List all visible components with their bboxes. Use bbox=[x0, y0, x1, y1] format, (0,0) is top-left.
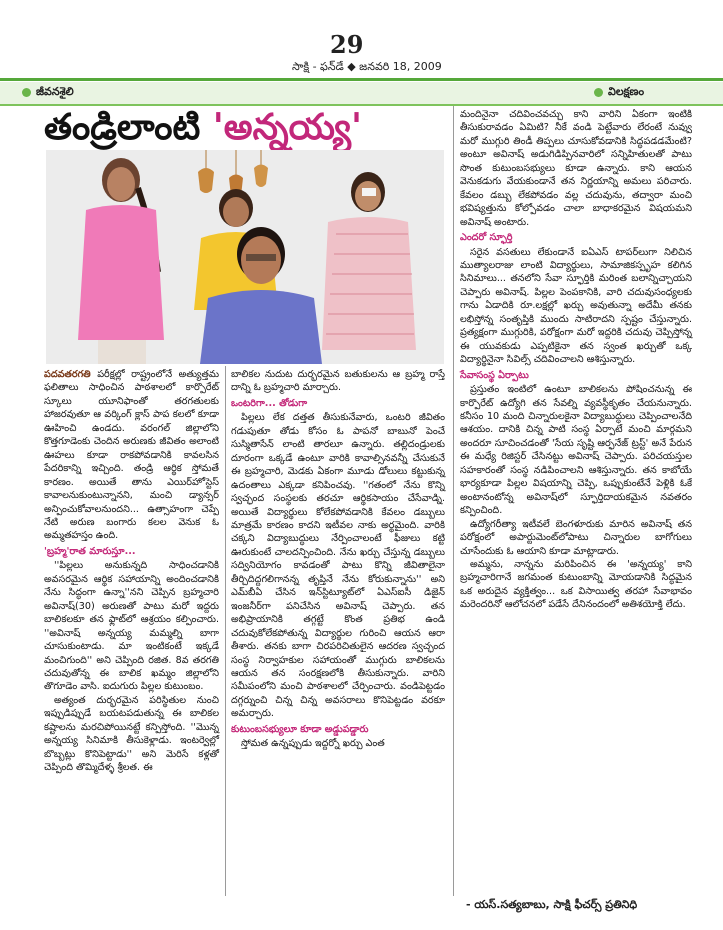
byline: - యస్.సత్యబాబు, సాక్షి ఫీచర్స్ ప్రతినిధి bbox=[466, 898, 638, 911]
article-photo bbox=[46, 150, 444, 364]
body-paragraph: బాలికల నుదుట దుర్భరమైన బతుకులను ఆ బ్రహ్మ రాస్తే దాన్ని ఓ బ్రహ్మచారి మార్చారు. bbox=[231, 369, 445, 394]
subhead: సేవాసంస్థ ఏర్పాటు bbox=[460, 369, 529, 381]
bullet-icon bbox=[22, 88, 31, 97]
bullet-icon bbox=[594, 88, 603, 97]
body-paragraph: స్తోమత ఉన్నప్పుడు ఇద్దర్నో ఖర్చు ఎంత bbox=[241, 738, 385, 750]
column-rule bbox=[225, 366, 226, 896]
body-paragraph: ఉద్యోగరీత్యా ఇటీవలే బెంగళూరుకు మారిన అవినాష్ తన పరోక్షంలో అపార్టుమెంట్‌లోపాటు చిన్నారుల బాగోగులు చూసేందుకు ఓ ఆయాని కూడా మాట్లాడారు. bbox=[460, 518, 692, 557]
section-left-label: జీవనశైలి bbox=[36, 85, 74, 98]
body-paragraph: ప్రస్తుతం ఇంటిలో ఉంటూ బాలికలను పోషించనున్న ఈ కార్పొరేట్ ఉద్యోగి తన సేవల్ని వ్యవస్థీకృతం చేయనున్నారు. కనీసం 10 మంది చిన్నారులకైనా విద్యాబుద్ధులు చెప్పించాలనేది ఆశయం. దానికి చిన్న పాటి సంస్థ ఏర్పాటే మంచి మార్గమని అందరూ సూచించడంతో 'సేయ సృష్టి ఆర్ఫనేజ్ ట్రస్ట్' అనే పేరున ఈ మధ్యే రిజిస్టర్ చేసినట్టు అవినాష్ చెప్పారు. పరిచయస్తుల సహకారంతో సంస్థ నడిపించాలని ఆశిస్తున్నారు. తన కాబోయే భార్యకూడా పిల్లల విషయాన్ని చెప్పి, ఒప్పుకుంటేనే పెళ్లికి ఓకే అంటానంటోన్న అవినాష్‌లో స్ఫూర్తిదాయకమైన నవతరం కన్పించింది. bbox=[460, 384, 692, 517]
subhead: కుటుంబసభ్యులూ కూడా అడ్డుపడ్డారు bbox=[231, 723, 369, 735]
lead-paragraph: పదవతరగతి పరీక్షల్లో రాష్ట్రంలోనే అత్యుత్తమ ఫలితాలు సాధించిన పాఠశాలలో కార్పొరేట్ స్కూలు యూనిఫాంతో తరగతులకు హాజరవుతూ ఆ వర్కింగ్ క్లాస్ పాప కలలో కూడా ఊహించి ఉండదు. వరంగల్ జిల్లాలోని కొత్తగూడెంకు చెందిన అరుణకు జీవితం అలాంటి ఊహలు కూడా రాకపోవడానికి కావలసిన పేదరికాన్ని ఇచ్చింది. తండ్రి ఆర్థిక స్తోమతే కారణం. అయితే తాను ఎయిర్‌హోస్టెస్ కావాలనుకుంటున్నానని, మంచి డ్యాన్సర్ అన్పించుకోవాలనుందని... ఉత్సాహంగా చెప్పే నేటి అరుణ బంగారు కలల వెనుక ఓ అమ్మతహస్తం ఉంది. bbox=[44, 369, 219, 542]
title-highlight: 'అన్నయ్య' bbox=[212, 106, 362, 148]
column-rule bbox=[453, 106, 454, 896]
article-column-3 bbox=[460, 108, 692, 612]
subhead: ఎందరో స్ఫూర్తి bbox=[460, 232, 513, 244]
section-band bbox=[0, 82, 723, 106]
subhead: ఒంటరిగా... తోడుగా bbox=[231, 397, 308, 409]
paper-info: సాక్షి - ఫన్‌డే ◆ జనవరి 18, 2009 bbox=[292, 60, 442, 73]
article-column-1 bbox=[44, 368, 219, 775]
photo-illustration bbox=[46, 150, 444, 364]
title-prefix: తండ్రిలాంటి bbox=[44, 106, 213, 148]
body-paragraph: మందినైనా చదివించవచ్చు కాని వారిని ఏకంగా ఇంటికి తీసుకురావడం ఏమిటి? నీకే వండి పెట్టేవారు లేరంటే నువ్వు మరో ముగ్గురి తిండీ తిప్పలు చూసుకోవడానికి సిద్ధపడడమేంటి? అంటూ అవినాష్ అడుగిడిప్పినవారిలో సన్నిహితులతో పాటు సొంత కుటుంబసభ్యులు కూడా ఉన్నారు. కాని ఆయన వెనుకడుగు వేయకుండానే తన నిర్ణయాన్ని అమలు పరిచారు. కేవలం డబ్బు లేకపోవడం వల్ల చదువును, తద్వారా మంచి భవిష్యత్తును కోల్పోవడం చాలా బాధాకరమైన విషయమని అవినాష్ అంటారు. bbox=[460, 109, 692, 228]
section-right-label: విలక్షణం bbox=[608, 85, 645, 98]
body-paragraph: పిల్లలు లేక దత్తత తీసుకునేవారు, ఒంటరి జీవితం గడుపుతూ తోడు కోసం ఓ పాపనో బాబునో పెంచే సుస్మితాసేన్ లాంటి తారలూ ఉన్నారు. తల్లిదండ్రులకు దూరంగా ఒక్కడే ఉంటూ వారికి కావాల్సినవన్నీ చేసుకునే ఈ బ్రహ్మచారి, మెడకు ఏకంగా మూడు డోలులు కట్టుకున్న ఉదంతాలు ఎక్కడా కనిపించవు. ''గతంలో నేను కొన్ని స్వచ్ఛంద సంస్థలకు తరచూ ఆర్థికసాయం చేసేవాడ్ని. అయితే విద్యార్థులు కోలేకపోవడానికి కేవలం డబ్బులు మాత్రమే కారణం కాదని ఇటీవల నాకు అర్థమైంది. వారికి చక్కని విద్యాబుద్ధులు నేర్పించాలంటే ఫీజులు కట్టి ఊరుకుంటే చాలదన్పించింది. నేను ఖర్చు చేస్తున్న డబ్బులు సద్వినియోగం కావడంతో పాటు కొన్ని జీవితాలైనా తీర్చిదిద్దగలిగానన్న తృప్తినే నేను కోరుకున్నాను'' అని ఎమ్‌బీఏ చేసిన ఇన్‌స్టిట్యూట్‌లో ఏఎస్‌ఐసీ డిజైన్ ఇంజనీర్‌గా పనిచేసిన అవినాష్ చెప్పారు. తన అభిప్రాయానికి తగ్గట్టే కొంత ప్రతిభ ఉండి చదువుకోలేకపోతున్న విద్యార్థుల గురించి ఆయన ఆరా తీశారు. తనకు బాగా చిరపరిచితులైన ఆదరణ స్వచ్ఛంద సంస్థ నిర్వాహకుల సహాయంతో ముగ్గురు బాలికలను ఆయన తన సంరక్షణలోకి తీసుకున్నారు. వారిని సమీపంలోని మంచి పాఠశాలలో చేర్పించారు. వండిపెట్టడం దగ్గర్నుంచి చిన్న చిన్న అవసరాలు కొనిపెట్టడం వరకూ అమర్చారు. bbox=[231, 412, 445, 720]
header-rule bbox=[0, 78, 723, 81]
lead-word: పదవతరగతి bbox=[44, 369, 91, 380]
body-paragraph: అత్యంత దుర్భరమైన పరిస్థితుల నుంచి ఇప్పుడిప్పుడే బయటపడుతున్న ఈ బాలికల కష్టాలను మరచిపోయినట్టే కన్పిస్తోంది. ''మొన్న అన్నయ్య సినిమాకి తీసుకెళ్లాడు. ఇంటర్వెల్లో బొబ్బట్లు కొనిపెట్టాడు'' అని మెరిసే కళ్లతో చెప్పింది తొమ్మిదేళ్ళ శ్రీలత. ఈ bbox=[44, 694, 219, 774]
body-paragraph: అమ్మను, నాన్నను మరిపించిన ఈ 'అన్నయ్య' కాని బ్రహ్మచారిగానే జగమంత కుటుంబాన్ని మోయడానికి సిద్ధమైన ఒక అరుదైన వ్యక్తిత్వం... ఒక విసాయిత్వ తరహా సేవాభావం మరెందరినో ఆలోచనలో పడేసే దేనినందంలో అతిశయోక్తి లేదు. bbox=[460, 558, 692, 611]
body-paragraph: ''పిల్లలు అనుకున్నది సాధించడానికి అవసరమైన ఆర్థిక సహాయాన్ని అందించడానికి నేను సిద్ధంగా ఉన్నా''నని చెప్పిన బ్రహ్మచారి అవినాష్(30) అరుణతో పాటు మరో ఇద్దరు బాలికలకూ తన ఫ్లాట్‌లో ఆశ్రయం కల్పించారు. ''అవినాష్ అన్నయ్య మమ్మల్ని బాగా చూసుకుంటాడు. మా ఇంటికంటే ఇక్కడే మంచిగుంది'' అని చెప్పింది రజిత. 8వ తరగతి చదువుతోన్న ఈ బాలిక ఖమ్మం జిల్లాలోని తొగూడెం వాసి. ఐదుగురు పిల్లల కుటుంబం. bbox=[44, 560, 219, 693]
article-column-2 bbox=[231, 368, 445, 751]
page-number: 29 bbox=[330, 30, 364, 59]
subhead: 'బ్రహ్మ'రాత మారుస్తూ... bbox=[44, 545, 136, 557]
body-paragraph: సరైన వసతులు లేకుండానే ఐఏఎస్ టాపర్‌లుగా నిలిచిన ముత్యాలరాజు లాంటి విద్యార్థులు, సామాజికస్పృహ కలిగిన సినిమాలు... తనలోని సేవా స్ఫూర్తికి మరింత బలాన్నిచ్చాయని చెప్పారు అవినాష్. పిల్లల పెంపకానికి, వారి చదువుసంధ్యలకు గాను ఏడాదికి రూ.లక్షల్లో ఖర్చు అవుతున్నా అదేమీ తనకు లభిస్తోన్న సంతృప్తికి ముందు సాటిరాదని స్పష్టం చేస్తున్నారు. ప్రత్యక్షంగా ముగ్గురికి, పరోక్షంగా మరో ఇద్దరికి చదువు చెప్పిస్తోన్న ఈ యువకుడు ఎప్పటికైనా తన స్వంత ఖర్చుతో ఒక్క విద్యార్థినైనా సివిల్స్ చదివించాలని ఆశిస్తున్నారు. bbox=[460, 246, 692, 366]
